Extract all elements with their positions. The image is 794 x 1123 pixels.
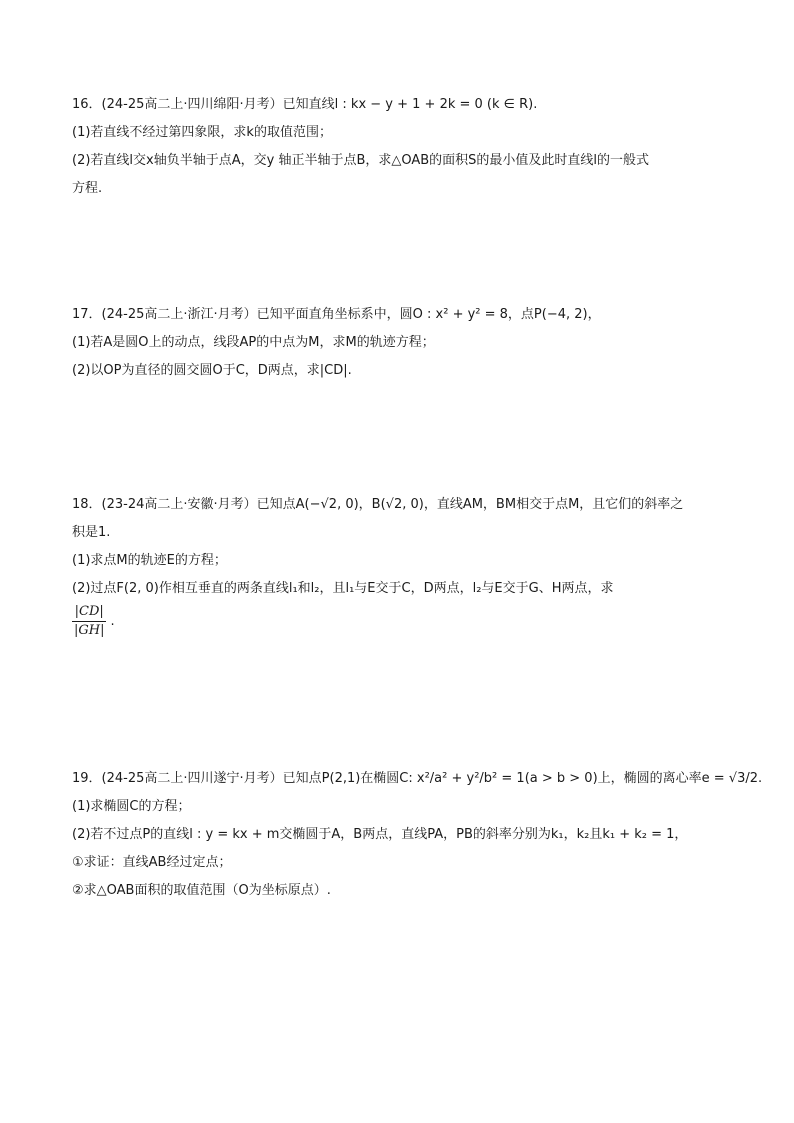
problem-16 xyxy=(72,96,732,198)
problem-18 xyxy=(72,496,732,639)
problem-19-line-2: (1)求椭圆C的方程； xyxy=(72,799,191,814)
problem-17-line-3: (2)以OP为直径的圆交圆O于C，D两点，求|CD|. xyxy=(72,363,352,378)
problem-18-line-1: 18．(23-24高二上·安徽·月考）已知点A(−√2, 0)，B(√2, 0)，直线AM，BM相交于点M，且它们的斜率之 xyxy=(72,497,684,512)
problem-19-line-5: ②求△OAB面积的取值范围（O为坐标原点）. xyxy=(72,883,331,898)
problem-16-line-1: 16．(24-25高二上·四川绵阳·月考）已知直线l : kx − y + 1 + 2k = 0 (k ∈ R). xyxy=(72,97,538,112)
fraction-trailing-period: . xyxy=(110,614,115,629)
problem-16-line-4: 方程. xyxy=(72,181,103,196)
problem-19 xyxy=(72,770,763,900)
problem-17 xyxy=(72,306,732,380)
problem-17-line-1: 17．(24-25高二上·浙江·月考）已知平面直角坐标系中，圆O : x² + y² = 8，点P(−4, 2)， xyxy=(72,307,601,322)
ratio-fraction xyxy=(72,604,106,639)
fraction-denominator: |GH| xyxy=(74,623,105,638)
problem-16-line-2: (1)若直线不经过第四象限，求k的取值范围； xyxy=(72,125,332,140)
problem-18-fraction-line xyxy=(72,604,732,639)
fraction-numerator: |CD| xyxy=(74,604,104,619)
fraction-bar xyxy=(72,621,106,622)
problem-18-line-2: 积是1. xyxy=(72,525,111,540)
problem-19-line-1: 19．(24-25高二上·四川遂宁·月考）已知点P(2,1)在椭圆C: x²/a² + y²/b² = 1(a > b > 0)上，椭圆的离心率e = √3/2. xyxy=(72,771,763,786)
problem-19-line-3: (2)若不过点P的直线l : y = kx + m交椭圆于A，B两点，直线PA，PB的斜率分别为k₁，k₂且k₁ + k₂ = 1， xyxy=(72,827,688,842)
problem-18-line-4: (2)过点F(2, 0)作相互垂直的两条直线l₁和l₂，且l₁与E交于C，D两点，l₂与E交于G、H两点，求 xyxy=(72,581,614,596)
problem-17-line-2: (1)若A是圆O上的动点，线段AP的中点为M，求M的轨迹方程； xyxy=(72,335,435,350)
problem-19-line-4: ①求证：直线AB经过定点； xyxy=(72,855,232,870)
problem-18-line-3: (1)求点M的轨迹E的方程； xyxy=(72,553,227,568)
problem-16-line-3: (2)若直线l交x轴负半轴于点A，交y 轴正半轴于点B，求△OAB的面积S的最小值及此时直线l的一般式 xyxy=(72,153,650,168)
